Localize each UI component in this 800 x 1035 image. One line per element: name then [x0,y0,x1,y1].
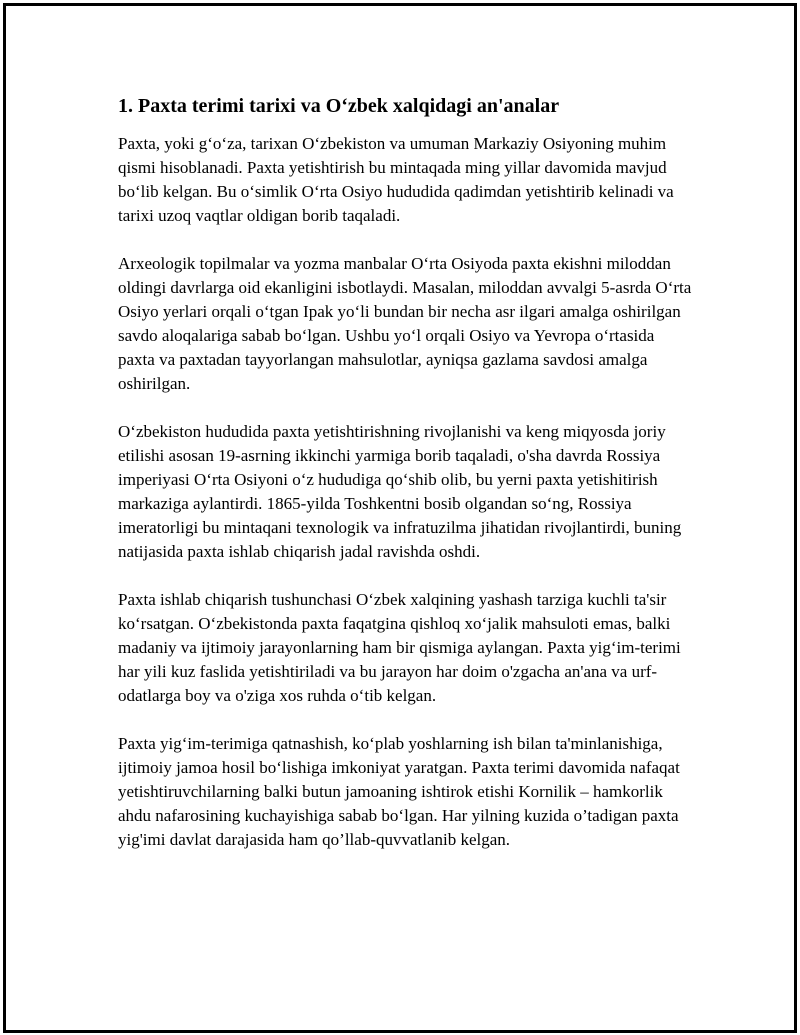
paragraph-19th-century: O‘zbekiston hududida paxta yetishtirishning rivojlanishi va keng miqyosda joriy etilishi asosan 19-asrning ikkinchi yarmiga borib taqaladi, o'sha davrda Rossiya imperiyasi O‘rta Osiyoni o‘z hududiga qo‘shib olib, bu yerni paxta yetishitirish markaziga aylantirdi. 1865-yilda Toshkentni bosib olgandan so‘ng, Rossiya imeratorligi bu mintaqani texnologik va infratuzilma jihatidan rivojlantirdi, buning natijasida paxta ishlab chiqarish jadal ravishda oshdi. [118,422,682,561]
paragraph-history-intro: Paxta, yoki g‘o‘za, tarixan O‘zbekiston va umuman Markaziy Osiyoning muhim qismi hisoblanadi. Paxta yetishtirish bu mintaqada ming yillar davomida mavjud bo‘lib kelgan. Bu o‘simlik O‘rta Osiyo hududida qadimdan yetishtirib kelinadi va tarixi uzoq vaqtlar oldigan borib taqaladi. [118,134,674,225]
paragraph-cultural-impact: Paxta ishlab chiqarish tushunchasi O‘zbek xalqining yashash tarziga kuchli ta'sir ko‘rsatgan. O‘zbekistonda paxta faqatgina qishloq xo‘jalik mahsuloti emas, balki madaniy va ijtimoiy jarayonlarning ham bir qismiga aylangan. Paxta yig‘im-terimi har yili kuz faslida yetishtiriladi va bu jarayon har doim o'zgacha an'ana va urf-odatlarga boy va o'ziga xos ruhda o‘tib kelgan. [118,590,681,705]
paragraph-social-role: Paxta yig‘im-terimiga qatnashish, ko‘plab yoshlarning ish bilan ta'minlanishiga, ijtimoiy jamoa hosil bo‘lishiga imkoniyat yaratgan. Paxta terimi davomida nafaqat yetishtiruvchilarning balki butun jamoaning ishtirok etishi Kornilik – hamkorlik ahdu nafarosining kuchayishiga sabab bo‘lgan. Har yilning kuzida o’tadigan paxta yig'imi davlat darajasida ham qo’llab-quvvatlanib kelgan. [118,734,680,849]
paragraph-archaeology: Arxeologik topilmalar va yozma manbalar O‘rta Osiyoda paxta ekishni miloddan oldingi davrlarga oid ekanligini isbotlaydi. Masalan, miloddan avvalgi 5-asrda O‘rta Osiyo yerlari orqali o‘tgan Ipak yo‘li bundan bir necha asr ilgari amalga oshirilgan savdo aloqalariga sabab bo‘lgan. Ushbu yo‘l orqali Osiyo va Yevropa o‘rtasida paxta va paxtadan tayyorlangan mahsulotlar, ayniqsa gazlama savdosi amalga oshirilgan. [118,254,692,393]
document-body [118,92,693,876]
section-heading: 1. Paxta terimi tarixi va O‘zbek xalqidagi an'analar [118,95,560,117]
